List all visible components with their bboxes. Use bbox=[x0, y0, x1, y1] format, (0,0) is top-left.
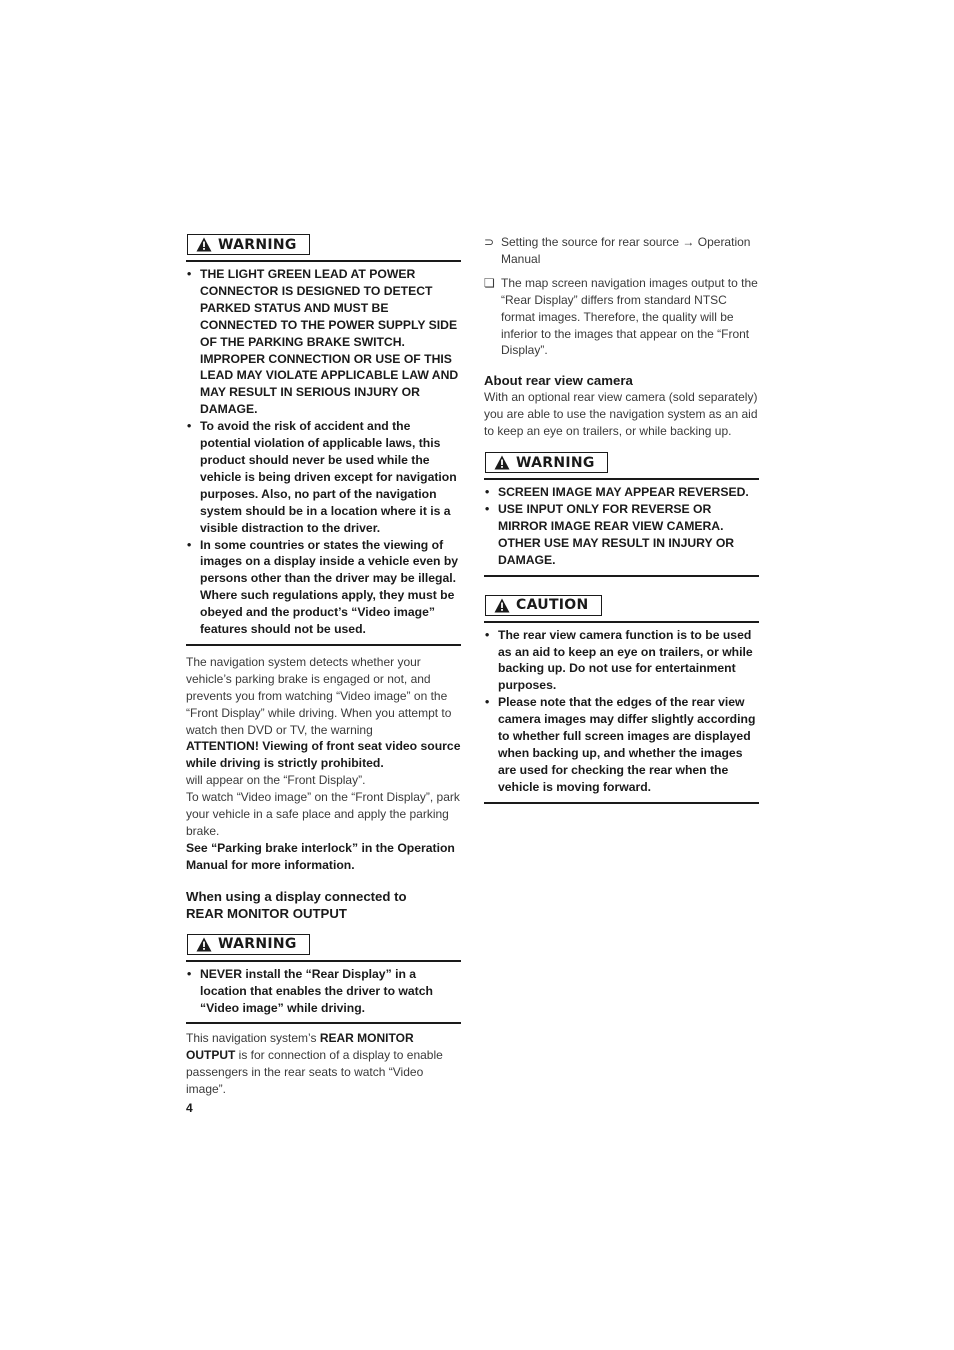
warning-item: • SCREEN IMAGE MAY APPEAR REVERSED. bbox=[484, 484, 759, 501]
note-item bbox=[484, 275, 759, 360]
warning-label-text: WARNING bbox=[218, 936, 297, 953]
caution-label bbox=[485, 595, 602, 616]
page-number: 4 bbox=[186, 1101, 193, 1115]
warning-header bbox=[186, 934, 461, 957]
warning-header bbox=[484, 452, 759, 475]
warning-label-text: WARNING bbox=[516, 454, 595, 471]
paragraph-text: is for connection of a display to enable passengers in the rear seats to watch “Video image”. bbox=[186, 1048, 443, 1097]
warning-item: • THE LIGHT GREEN LEAD AT POWER CONNECTOR IS DESIGNED TO DETECT PARKED STATUS AND MUST BE CONNECTED TO THE POWER SUPPLY SIDE OF THE PARKING BRAKE SWITCH. IMPROPER CONNECTION OR USE OF THIS LEAD MAY VIOLATE APPLICABLE LAW AND MAY RESULT IN SERIOUS INJURY OR DAMAGE. bbox=[186, 266, 461, 418]
paragraph: With an optional rear view camera (sold separately) you are able to use the navigation system as an aid to keep an eye on trailers, or while backing up. bbox=[484, 390, 758, 439]
warning-triangle-icon bbox=[196, 937, 212, 952]
caution-label-text: CAUTION bbox=[516, 597, 589, 614]
right-column bbox=[484, 234, 759, 804]
paragraph: will appear on the “Front Display”. bbox=[186, 773, 366, 788]
warning-item: • In some countries or states the viewing of images on a display inside a vehicle even by persons other than the driver may be illegal. Where such regulations apply, they must be obeyed and the product’s “Video image” features should not be used. bbox=[186, 537, 461, 638]
caution-item: • Please note that the edges of the rear view camera images may differ slightly according to whether full screen images are displayed when backing up, and whether the images are used for checking the rear when the vehicle is moving forward. bbox=[484, 694, 759, 795]
note-box-icon: ❏ bbox=[484, 275, 495, 290]
section-heading-line2: REAR MONITOR OUTPUT bbox=[186, 905, 347, 921]
left-column bbox=[186, 234, 461, 1098]
section-heading: About rear view camera bbox=[484, 373, 633, 389]
warning-item: • To avoid the risk of accident and the potential violation of applicable laws, this product should never be used while the vehicle is being driven except for navigation purposes. Also, no part of the navigation system should be in a location where it is a visible distraction to the driver. bbox=[186, 418, 461, 536]
caution-header bbox=[484, 595, 759, 618]
reference-item bbox=[484, 234, 759, 268]
note-text: The map screen navigation images output to the “Rear Display” differs from standard NTSC format images. Therefore, the quality will be inferior to the images that appear on the “Front Display”. bbox=[501, 275, 758, 358]
paragraph-emphasis: REAR MONITOR OUTPUT bbox=[186, 1031, 414, 1063]
section-heading-line1: When using a display connected to bbox=[186, 888, 407, 904]
warning-item: • USE INPUT ONLY FOR REVERSE OR MIRROR IMAGE REAR VIEW CAMERA. OTHER USE MAY RESULT IN INJURY OR DAMAGE. bbox=[484, 501, 759, 569]
warning-block-3 bbox=[484, 452, 759, 577]
warning-block-1 bbox=[186, 234, 461, 646]
caution-block bbox=[484, 595, 759, 804]
caution-item: • The rear view camera function is to be used as an aid to keep an eye on trailers, or while backing up. Do not use for entertainment purposes. bbox=[484, 627, 759, 695]
warning-label bbox=[187, 934, 310, 955]
see-reference: See “Parking brake interlock” in the Operation Manual for more information. bbox=[186, 840, 455, 872]
warning-label bbox=[187, 234, 310, 255]
paragraph bbox=[186, 1030, 461, 1098]
warning-item bbox=[186, 966, 461, 1017]
reference-text: Setting the source for rear source → Operation Manual bbox=[501, 235, 751, 266]
warning-header bbox=[186, 234, 461, 257]
paragraph: The navigation system detects whether your vehicle’s parking brake is engaged or not, and prevents you from watching “Video image” on the “Front Display” while driving. When you attempt to watch then DVD or TV, the warning bbox=[186, 654, 452, 737]
warning-item-emphasis: NEVER bbox=[200, 966, 242, 981]
warning-triangle-icon bbox=[494, 598, 510, 613]
warning-list bbox=[186, 262, 461, 644]
section-heading bbox=[186, 888, 461, 922]
warning-item-text: install the “Rear Display” in a location that enables the driver to watch “Video image” while driving. bbox=[200, 966, 433, 1015]
warning-list bbox=[484, 480, 759, 575]
warning-triangle-icon bbox=[494, 455, 510, 470]
attention-text: ATTENTION! Viewing of front seat video source while driving is strictly prohibited. bbox=[186, 739, 461, 771]
paragraph: To watch “Video image” on the “Front Display”, park your vehicle in a safe place and apply the parking brake. bbox=[186, 790, 460, 838]
warning-label-text: WARNING bbox=[218, 236, 297, 253]
arrow-ref-icon: ⊃ bbox=[484, 235, 495, 249]
warning-list bbox=[186, 962, 461, 1023]
caution-list bbox=[484, 623, 759, 802]
warning-triangle-icon bbox=[196, 237, 212, 252]
warning-block-2 bbox=[186, 934, 461, 1025]
paragraph-text: This navigation system’s bbox=[186, 1031, 320, 1046]
warning-label bbox=[485, 452, 608, 473]
